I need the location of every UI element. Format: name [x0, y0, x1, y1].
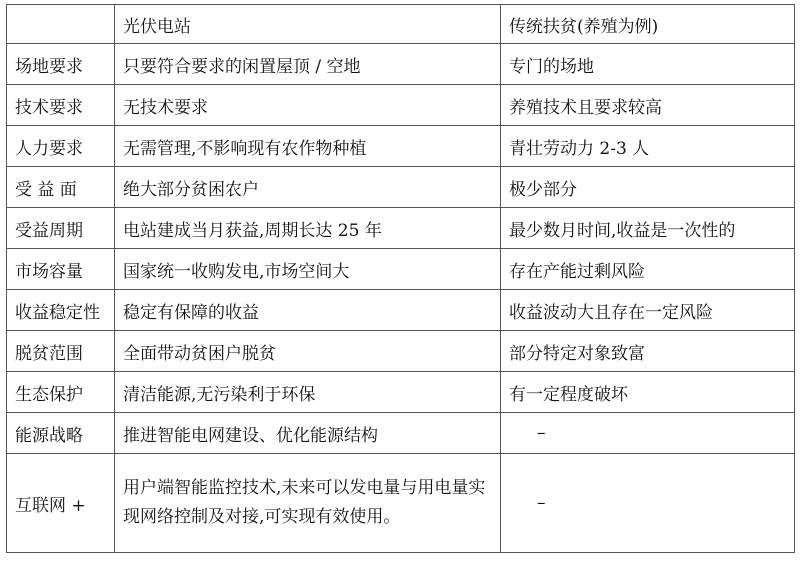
solar-cell: 电站建成当月获益,周期长达 25 年: [115, 208, 501, 249]
comparison-table: [6, 4, 795, 553]
solar-cell: 推进智能电网建设、优化能源结构: [115, 413, 501, 454]
traditional-cell: 存在产能过剩风险: [501, 249, 795, 290]
traditional-cell: 最少数月时间,收益是一次性的: [501, 208, 795, 249]
table-row: [7, 372, 795, 413]
solar-cell: 绝大部分贫困农户: [115, 167, 501, 208]
solar-cell: 无需管理,不影响现有农作物种植: [115, 126, 501, 167]
traditional-cell: –: [501, 413, 795, 454]
table-row: [7, 454, 795, 553]
solar-cell: 国家统一收购发电,市场空间大: [115, 249, 501, 290]
header-cell-empty: [7, 5, 115, 44]
table-row: [7, 208, 795, 249]
traditional-cell: 有一定程度破坏: [501, 372, 795, 413]
table-row: [7, 413, 795, 454]
row-label: 场地要求: [7, 44, 115, 85]
row-label: 受益周期: [7, 208, 115, 249]
solar-cell: 用户端智能监控技术,未来可以发电量与用电量实现网络控制及对接,可实现有效使用。: [115, 454, 501, 553]
traditional-cell: 青壮劳动力 2-3 人: [501, 126, 795, 167]
row-label: 生态保护: [7, 372, 115, 413]
row-label: 收益稳定性: [7, 290, 115, 331]
table-row: [7, 85, 795, 126]
solar-cell: 清洁能源,无污染利于环保: [115, 372, 501, 413]
table-row: [7, 331, 795, 372]
header-traditional-poverty-relief: 传统扶贫(养殖为例): [501, 5, 795, 44]
traditional-cell: 极少部分: [501, 167, 795, 208]
solar-cell: 只要符合要求的闲置屋顶 / 空地: [115, 44, 501, 85]
traditional-cell: 养殖技术且要求较高: [501, 85, 795, 126]
row-label: 人力要求: [7, 126, 115, 167]
row-label: 受 益 面: [7, 167, 115, 208]
table-row: [7, 44, 795, 85]
table-row: [7, 167, 795, 208]
traditional-cell: 部分特定对象致富: [501, 331, 795, 372]
table-row: [7, 290, 795, 331]
traditional-cell: 收益波动大且存在一定风险: [501, 290, 795, 331]
traditional-cell: –: [501, 454, 795, 553]
solar-cell: 稳定有保障的收益: [115, 290, 501, 331]
solar-cell: 无技术要求: [115, 85, 501, 126]
table-row: [7, 249, 795, 290]
row-label: 市场容量: [7, 249, 115, 290]
row-label: 能源战略: [7, 413, 115, 454]
header-solar-station: 光伏电站: [115, 5, 501, 44]
table-row: [7, 126, 795, 167]
row-label: 技术要求: [7, 85, 115, 126]
traditional-cell: 专门的场地: [501, 44, 795, 85]
table-header-row: [7, 5, 795, 44]
row-label: 互联网 +: [7, 454, 115, 553]
row-label: 脱贫范围: [7, 331, 115, 372]
solar-cell: 全面带动贫困户脱贫: [115, 331, 501, 372]
